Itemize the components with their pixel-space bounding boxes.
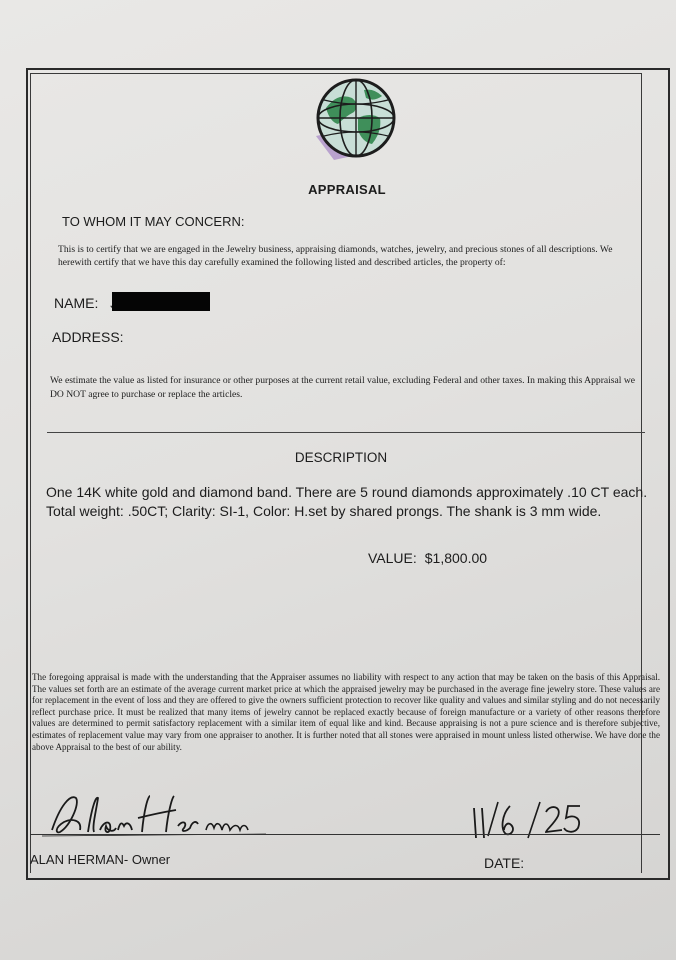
value-line: [368, 550, 487, 566]
date-label: DATE:: [484, 855, 525, 871]
address-label: ADDRESS:: [52, 329, 124, 345]
description-text: One 14K white gold and diamond band. There are 5 round diamonds approximately .10 CT each. Total weight: .50CT; Clarity: SI-1, Color: H.set by shared prongs. The shank is 3 mm wide.: [46, 484, 648, 519]
description-heading: DESCRIPTION: [294, 450, 388, 465]
document-title: APPRAISAL: [308, 182, 386, 197]
salutation: TO WHOM IT MAY CONCERN:: [62, 214, 245, 229]
owner-label: ALAN HERMAN- Owner: [30, 852, 171, 867]
name-label: NAME:: [54, 295, 99, 311]
certify-paragraph: This is to certify that we are engaged in the Jewelry business, appraising diamonds, watches, jewelry, and precious stones of all descriptions. We herewith certify that we have this day carefully examined the following listed and described articles, the property of:: [58, 244, 613, 268]
redaction-bar: [112, 292, 210, 311]
estimate-paragraph: We estimate the value as listed for insurance or other purposes at the current retail value, excluding Federal and other taxes. In making this Appraisal we DO NOT agree to purchase or replace the articles.: [50, 375, 636, 400]
name-field: [54, 295, 116, 311]
value-amount: $1,800.00: [424, 550, 488, 566]
globe-logo: [308, 78, 402, 168]
disclaimer-paragraph: The foregoing appraisal is made with the understanding that the Appraiser assumes no liability with respect to any action that may be taken on the basis of this Appraisal. The values set forth are an estimate of the average current market price at which the appraised jewelry may be purchased in the average fine jewelry store. These values are for replacement in the event of loss and they are offered to give the owners sufficient protection to recover like quality and values and similar styling and do not necessarily reflect purchase price. It must be realized that many items of jewelry cannot be replaced exactly because of foreign manufacture or a variety of other reasons therefore values are determined to permit satisfactory replacement with a similar item of equal like and kind. Because appraising is not a pure science and is therefore subjective, estimates of replacement value may vary from one appraiser to another. It is further noted that all stones were appraised in mount unless listed otherwise. We have done the above Appraisal to the best of our ability.: [32, 672, 660, 752]
handwritten-date: [458, 798, 598, 844]
signature-line: [30, 834, 660, 835]
value-label: VALUE:: [368, 550, 417, 566]
section-divider: [47, 432, 645, 433]
